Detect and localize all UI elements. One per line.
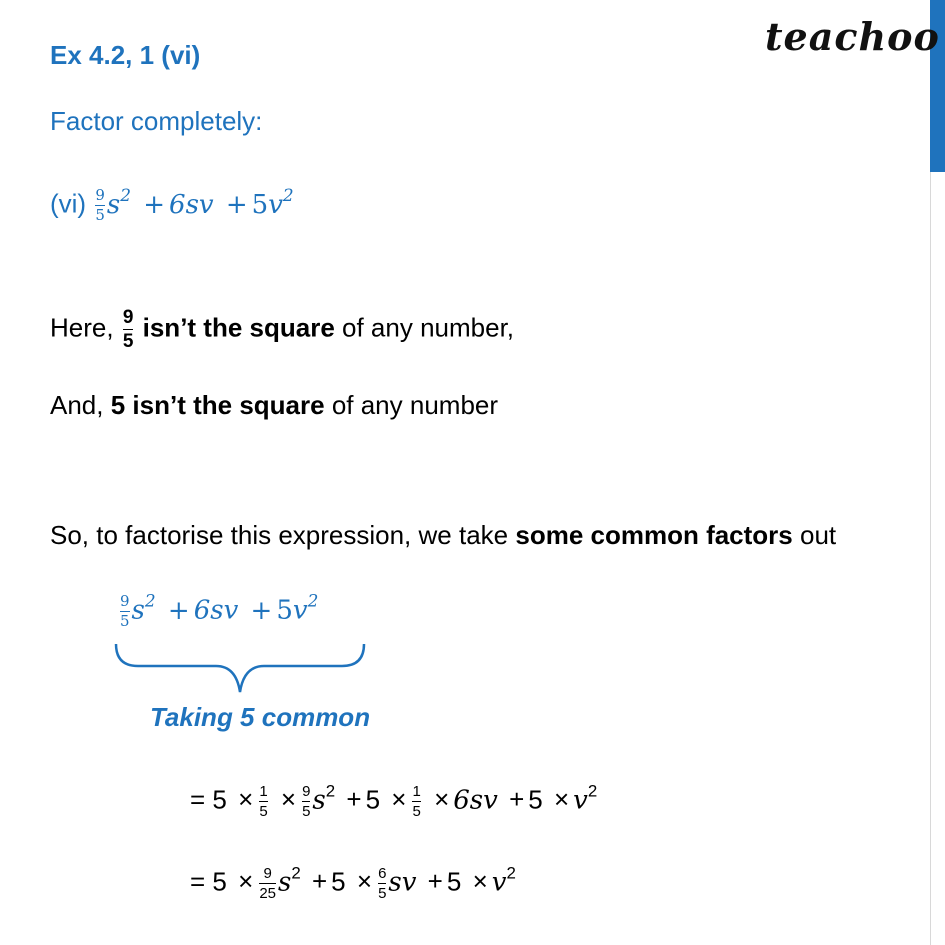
step-2: = 5 × $\frac{9}{25}$ $s^2 + 5$ × $\frac{6}{5}$ sv + $5 \times v^2$ bbox=[190, 863, 516, 902]
bold-fraction: $\frac{9}{5}$ bbox=[122, 307, 134, 352]
expression-repeat: $\frac{9}{5}$ $s^2 + 6sv + 5v^2$ bbox=[120, 590, 319, 630]
teachoo-logo: teachoo bbox=[765, 14, 940, 59]
brace-annotation: Taking 5 common bbox=[150, 702, 371, 732]
underbrace bbox=[112, 642, 368, 696]
exercise-title: Ex 4.2, 1 (vi) bbox=[50, 40, 201, 70]
question-instruction: Factor completely: bbox=[50, 106, 263, 136]
step-1: = 5 × $\frac{1}{5}$ × $\frac{9}{5}$ $s^2 + 5$ × $\frac{1}{5}$ × $6sv + 5 \times v^2$ bbox=[190, 781, 598, 820]
part-label: (vi) bbox=[50, 188, 87, 219]
fraction: $\frac{9}{5}$ bbox=[120, 592, 130, 630]
fraction: $\frac{9}{5}$ bbox=[95, 186, 105, 224]
expression: $\frac{9}{5}$ $s^2 + 6sv + 5v^2$ bbox=[95, 184, 294, 224]
explanation-line-1: Here, $\frac{9}{5}$ isn’t the square of any number, bbox=[50, 307, 515, 352]
question-expression bbox=[50, 184, 294, 224]
explanation-line-2: And, 5 isn’t the square of any number bbox=[50, 390, 499, 420]
explanation-line-3: So, to factorise this expression, we take some common factors out bbox=[50, 520, 837, 550]
